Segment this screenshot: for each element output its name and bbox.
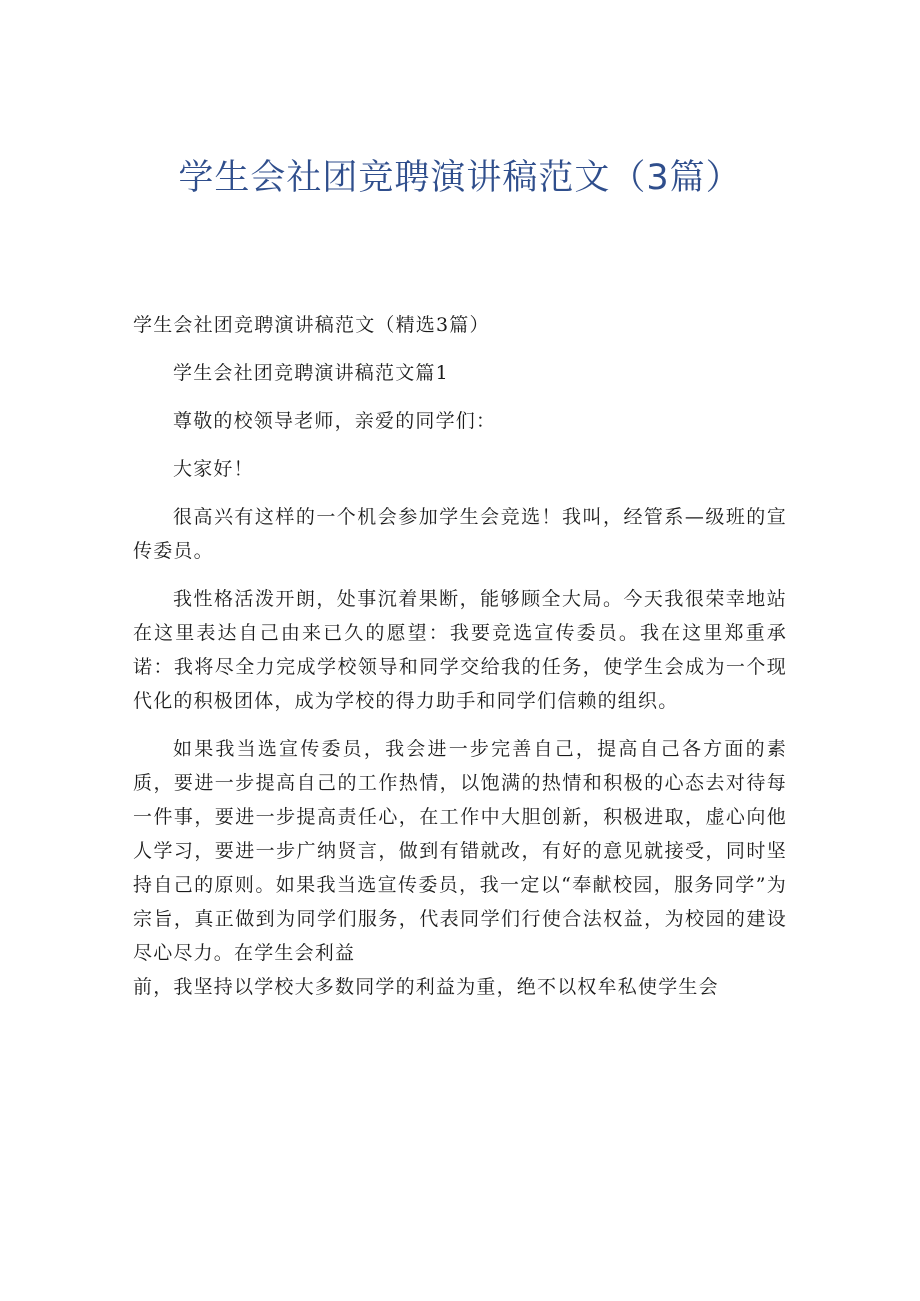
- section-heading: 学生会社团竞聘演讲稿范文篇1: [173, 362, 449, 384]
- salutation-paragraph: 尊敬的校领导老师，亲爱的同学们：: [173, 410, 497, 432]
- continuation-paragraph: 前，我坚持以学校大多数同学的利益为重，绝不以权牟私使学生会: [133, 976, 719, 998]
- document-body: [133, 308, 787, 1018]
- personality-paragraph: 我性格活泼开朗，处事沉着果断，能够顾全大局。今天我很荣幸地站在这里表达自己由来已久的愿望：我要竞选宣传委员。我在这里郑重承诺：我将尽全力完成学校领导和同学交给我的任务，使学生会成为一个现代化的积极团体，成为学校的得力助手和同学们信赖的组织。: [133, 588, 787, 712]
- commitment-paragraph: 如果我当选宣传委员，我会进一步完善自己，提高自己各方面的素质，要进一步提高自己的工作热情，以饱满的热情和积极的心态去对待每一件事，要进一步提高责任心，在工作中大胆创新，积极进取，虚心向他人学习，要进一步广纳贤言，做到有错就改，有好的意见就接受，同时坚持自己的原则。如果我当选宣传委员，我一定以“奉献校园，服务同学”为宗旨，真正做到为同学们服务，代表同学们行使合法权益，为校园的建设尽心尽力。在学生会利益: [133, 738, 787, 964]
- greeting-paragraph: 大家好！: [173, 458, 254, 480]
- intro-paragraph: 很高兴有这样的一个机会参加学生会竞选！我叫，经管系—级班的宣传委员。: [133, 506, 787, 562]
- subtitle-paragraph: 学生会社团竞聘演讲稿范文（精选3篇）: [133, 314, 490, 336]
- document-title: 学生会社团竞聘演讲稿范文（3篇）: [178, 158, 742, 198]
